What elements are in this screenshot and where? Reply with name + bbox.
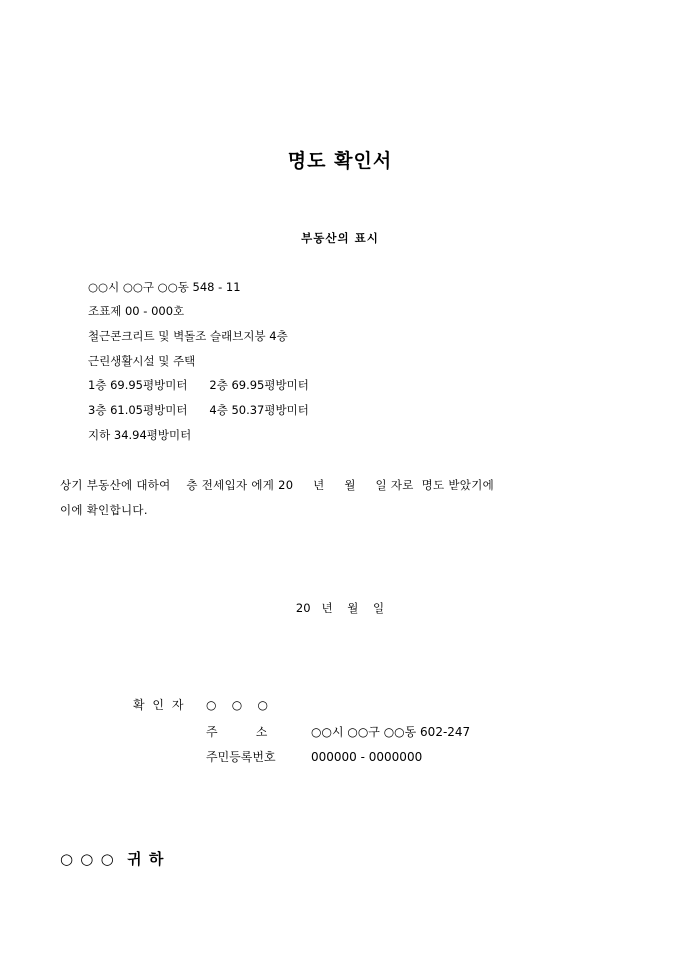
property-section-title: 부동산의 표시: [301, 231, 379, 245]
property-line-address: ○○시 ○○구 ○○동 548 - 11: [88, 280, 241, 294]
id-number-value: 000000 - 0000000: [311, 750, 423, 764]
property-line-usage: 근린생활시설 및 주택: [88, 354, 196, 368]
property-line-lot: 조표제 00 - 000호: [88, 304, 185, 318]
address-value: ○○시 ○○구 ○○동 602-247: [311, 725, 471, 739]
body-paragraph-line-1: 상기 부동산에 대하여 층 전세입자 에게 20 년 월 일 자로 명도 받았기에: [60, 478, 495, 492]
property-line-floors-1-2: 1층 69.95평방미터 2층 69.95평방미터: [88, 378, 309, 392]
addressee: ○ ○ ○ 귀 하: [60, 850, 165, 868]
confirmer-label: 확 인 자: [133, 698, 186, 712]
document-title: 명도 확인서: [287, 150, 393, 172]
id-number-label: 주민등록번호: [206, 750, 276, 764]
confirmer-name: ○ ○ ○: [206, 698, 268, 712]
body-paragraph-line-2: 이에 확인합니다.: [60, 503, 148, 517]
property-line-structure: 철근콘크리트 및 벽돌조 슬래브지붕 4층: [88, 329, 288, 343]
document-date: 20 년 월 일: [295, 601, 385, 615]
property-line-floors-3-4: 3층 61.05평방미터 4층 50.37평방미터: [88, 403, 309, 417]
address-label: 주 소: [206, 725, 268, 739]
property-line-basement: 지하 34.94평방미터: [88, 428, 192, 442]
